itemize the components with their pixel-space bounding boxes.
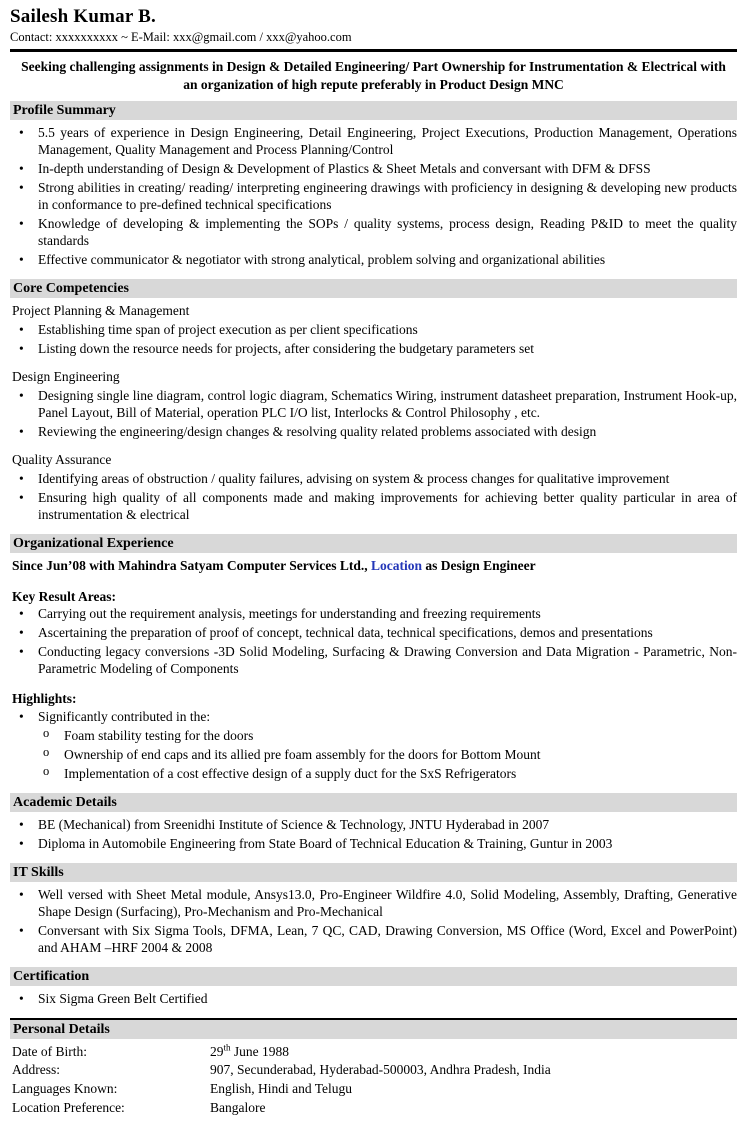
list-item: • In-depth understanding of Design & Development of Plastics & Sheet Metals and conversant with DFM & DFSS <box>10 160 737 177</box>
list-item: • Effective communicator & negotiator with strong analytical, problem solving and organizational abilities <box>10 251 737 268</box>
list-item: • Establishing time span of project execution as per client specifications <box>10 321 737 338</box>
list-item: • Six Sigma Green Belt Certified <box>10 990 737 1007</box>
list-item: • Significantly contributed in the: <box>10 708 737 725</box>
list-item: • Ascertaining the preparation of proof of concept, technical data, technical specifications, demos and presentations <box>10 624 737 641</box>
list-item: • Well versed with Sheet Metal module, Ansys13.0, Pro-Engineer Wildfire 4.0, Solid Modeling, Assembly, Drafting, Generative Shape Design (Surfacing), Pro-Mechanism and Pro-Mechanical <box>10 886 737 920</box>
section-title-academic-details: Academic Details <box>10 793 737 812</box>
section-academic-details <box>10 793 737 852</box>
section-title-organizational-experience: Organizational Experience <box>10 534 737 553</box>
objective-statement: Seeking challenging assignments in Design & Detailed Engineering/ Part Ownership for Instrumentation & Electrical with an organization of high repute preferably in Product Design MNC <box>21 59 726 92</box>
list-item: • Ensuring high quality of all components made and making improvements for achieving better quality particular in area of instrumentation & electrical <box>10 489 737 523</box>
section-organizational-experience <box>10 534 737 782</box>
header-divider <box>10 49 737 52</box>
detail-label: Date of Birth: <box>12 1043 87 1059</box>
sub-list-item: o Foam stability testing for the doors <box>10 727 737 744</box>
list-item: • Conducting legacy conversions -3D Solid Modeling, Surfacing & Drawing Conversion and Data Migration - Parametric, Non-Parametric Modeling of Components <box>10 643 737 677</box>
list-item: • Reviewing the engineering/design changes & resolving quality related problems associated with design <box>10 423 737 440</box>
section-title-certification: Certification <box>10 967 737 986</box>
detail-value: Bangalore <box>210 1099 266 1115</box>
location-link[interactable]: Location <box>371 558 423 574</box>
list-item: • Conversant with Six Sigma Tools, DFMA, Lean, 7 QC, CAD, Drawing Conversion, MS Office (Word, Excel and PowerPoint) and AHAM –HRF 2004 & 2008 <box>10 922 737 956</box>
certification-list <box>10 990 737 1007</box>
list-item: • Diploma in Automobile Engineering from State Board of Technical Education & Training, Guntur in 2003 <box>10 835 737 852</box>
section-title-it-skills: IT Skills <box>10 863 737 882</box>
academic-details-list <box>10 816 737 852</box>
section-title-profile-summary: Profile Summary <box>10 101 737 120</box>
section-title-personal-details: Personal Details <box>10 1018 737 1039</box>
competency-group-list <box>10 470 737 523</box>
section-it-skills <box>10 863 737 956</box>
highlights-list <box>10 708 737 725</box>
highlights-title: Highlights: <box>12 691 77 707</box>
competency-group-heading: Quality Assurance <box>12 452 112 468</box>
detail-value <box>210 1043 737 1062</box>
profile-summary-list <box>10 124 737 268</box>
dob-ordinal: th <box>223 1042 231 1053</box>
personal-detail-row <box>10 1099 737 1118</box>
detail-value: English, Hindi and Telugu <box>210 1080 353 1096</box>
experience-line <box>12 557 737 575</box>
key-result-areas-title: Key Result Areas: <box>12 588 116 604</box>
section-certification <box>10 967 737 1007</box>
list-item: • Knowledge of developing & implementing the SOPs / quality systems, process design, Reading P&ID to meet the quality standards <box>10 215 737 249</box>
list-item: • Identifying areas of obstruction / quality failures, advising on system & process changes for qualitative improvement <box>10 470 737 487</box>
sub-list-item: o Implementation of a cost effective design of a supply duct for the SxS Refrigerators <box>10 765 737 782</box>
highlights-sublist <box>10 727 737 782</box>
list-item: • BE (Mechanical) from Sreenidhi Institute of Science & Technology, JNTU Hyderabad in 2007 <box>10 816 737 833</box>
section-title-core-competencies: Core Competencies <box>10 279 737 298</box>
personal-detail-row <box>10 1080 737 1099</box>
list-item: • Strong abilities in creating/ reading/ interpreting engineering drawings with proficiency in designing & developing new products in conformance to pre-defined technical specifications <box>10 179 737 213</box>
section-core-competencies <box>10 279 737 523</box>
section-profile-summary <box>10 101 737 268</box>
detail-label: Location Preference: <box>12 1099 125 1115</box>
section-personal-details <box>10 1018 737 1118</box>
sub-list-item: o Ownership of end caps and its allied pre foam assembly for the doors for Bottom Mount <box>10 746 737 763</box>
list-item: • Designing single line diagram, control logic diagram, Schematics Wiring, instrument datasheet preparation, Instrument Hook-up, Panel Layout, Bill of Material, operation PLC I/O list, Interlocks & Control Philosophy , etc. <box>10 387 737 421</box>
list-item: • 5.5 years of experience in Design Engineering, Detail Engineering, Project Executions, Production Management, Operations Management, Quality Management and Process Planning/Control <box>10 124 737 158</box>
dob-day: 29 <box>210 1043 224 1059</box>
competency-group-list <box>10 321 737 357</box>
resume-header <box>10 6 737 49</box>
it-skills-list <box>10 886 737 956</box>
list-item: • Listing down the resource needs for projects, after considering the budgetary parameters set <box>10 340 737 357</box>
detail-label: Languages Known: <box>12 1080 118 1096</box>
key-result-areas-list <box>10 605 737 677</box>
contact-line: Contact: xxxxxxxxxx ~ E-Mail: xxx@gmail.com / xxx@yahoo.com <box>10 30 352 44</box>
dob-rest: June 1988 <box>230 1043 290 1059</box>
candidate-name: Sailesh Kumar B. <box>10 6 156 27</box>
experience-prefix: Since Jun’08 with Mahindra Satyam Computer Services Ltd., <box>12 558 372 574</box>
competency-group-heading: Project Planning & Management <box>12 303 190 319</box>
detail-value: 907, Secunderabad, Hyderabad-500003, Andhra Pradesh, India <box>210 1062 551 1078</box>
personal-detail-row <box>10 1043 737 1062</box>
competency-group-heading: Design Engineering <box>12 369 120 385</box>
competency-group-list <box>10 387 737 440</box>
personal-detail-row <box>10 1061 737 1080</box>
list-item: • Carrying out the requirement analysis, meetings for understanding and freezing requirements <box>10 605 737 622</box>
detail-label: Address: <box>12 1062 60 1078</box>
experience-suffix: as Design Engineer <box>422 558 536 574</box>
